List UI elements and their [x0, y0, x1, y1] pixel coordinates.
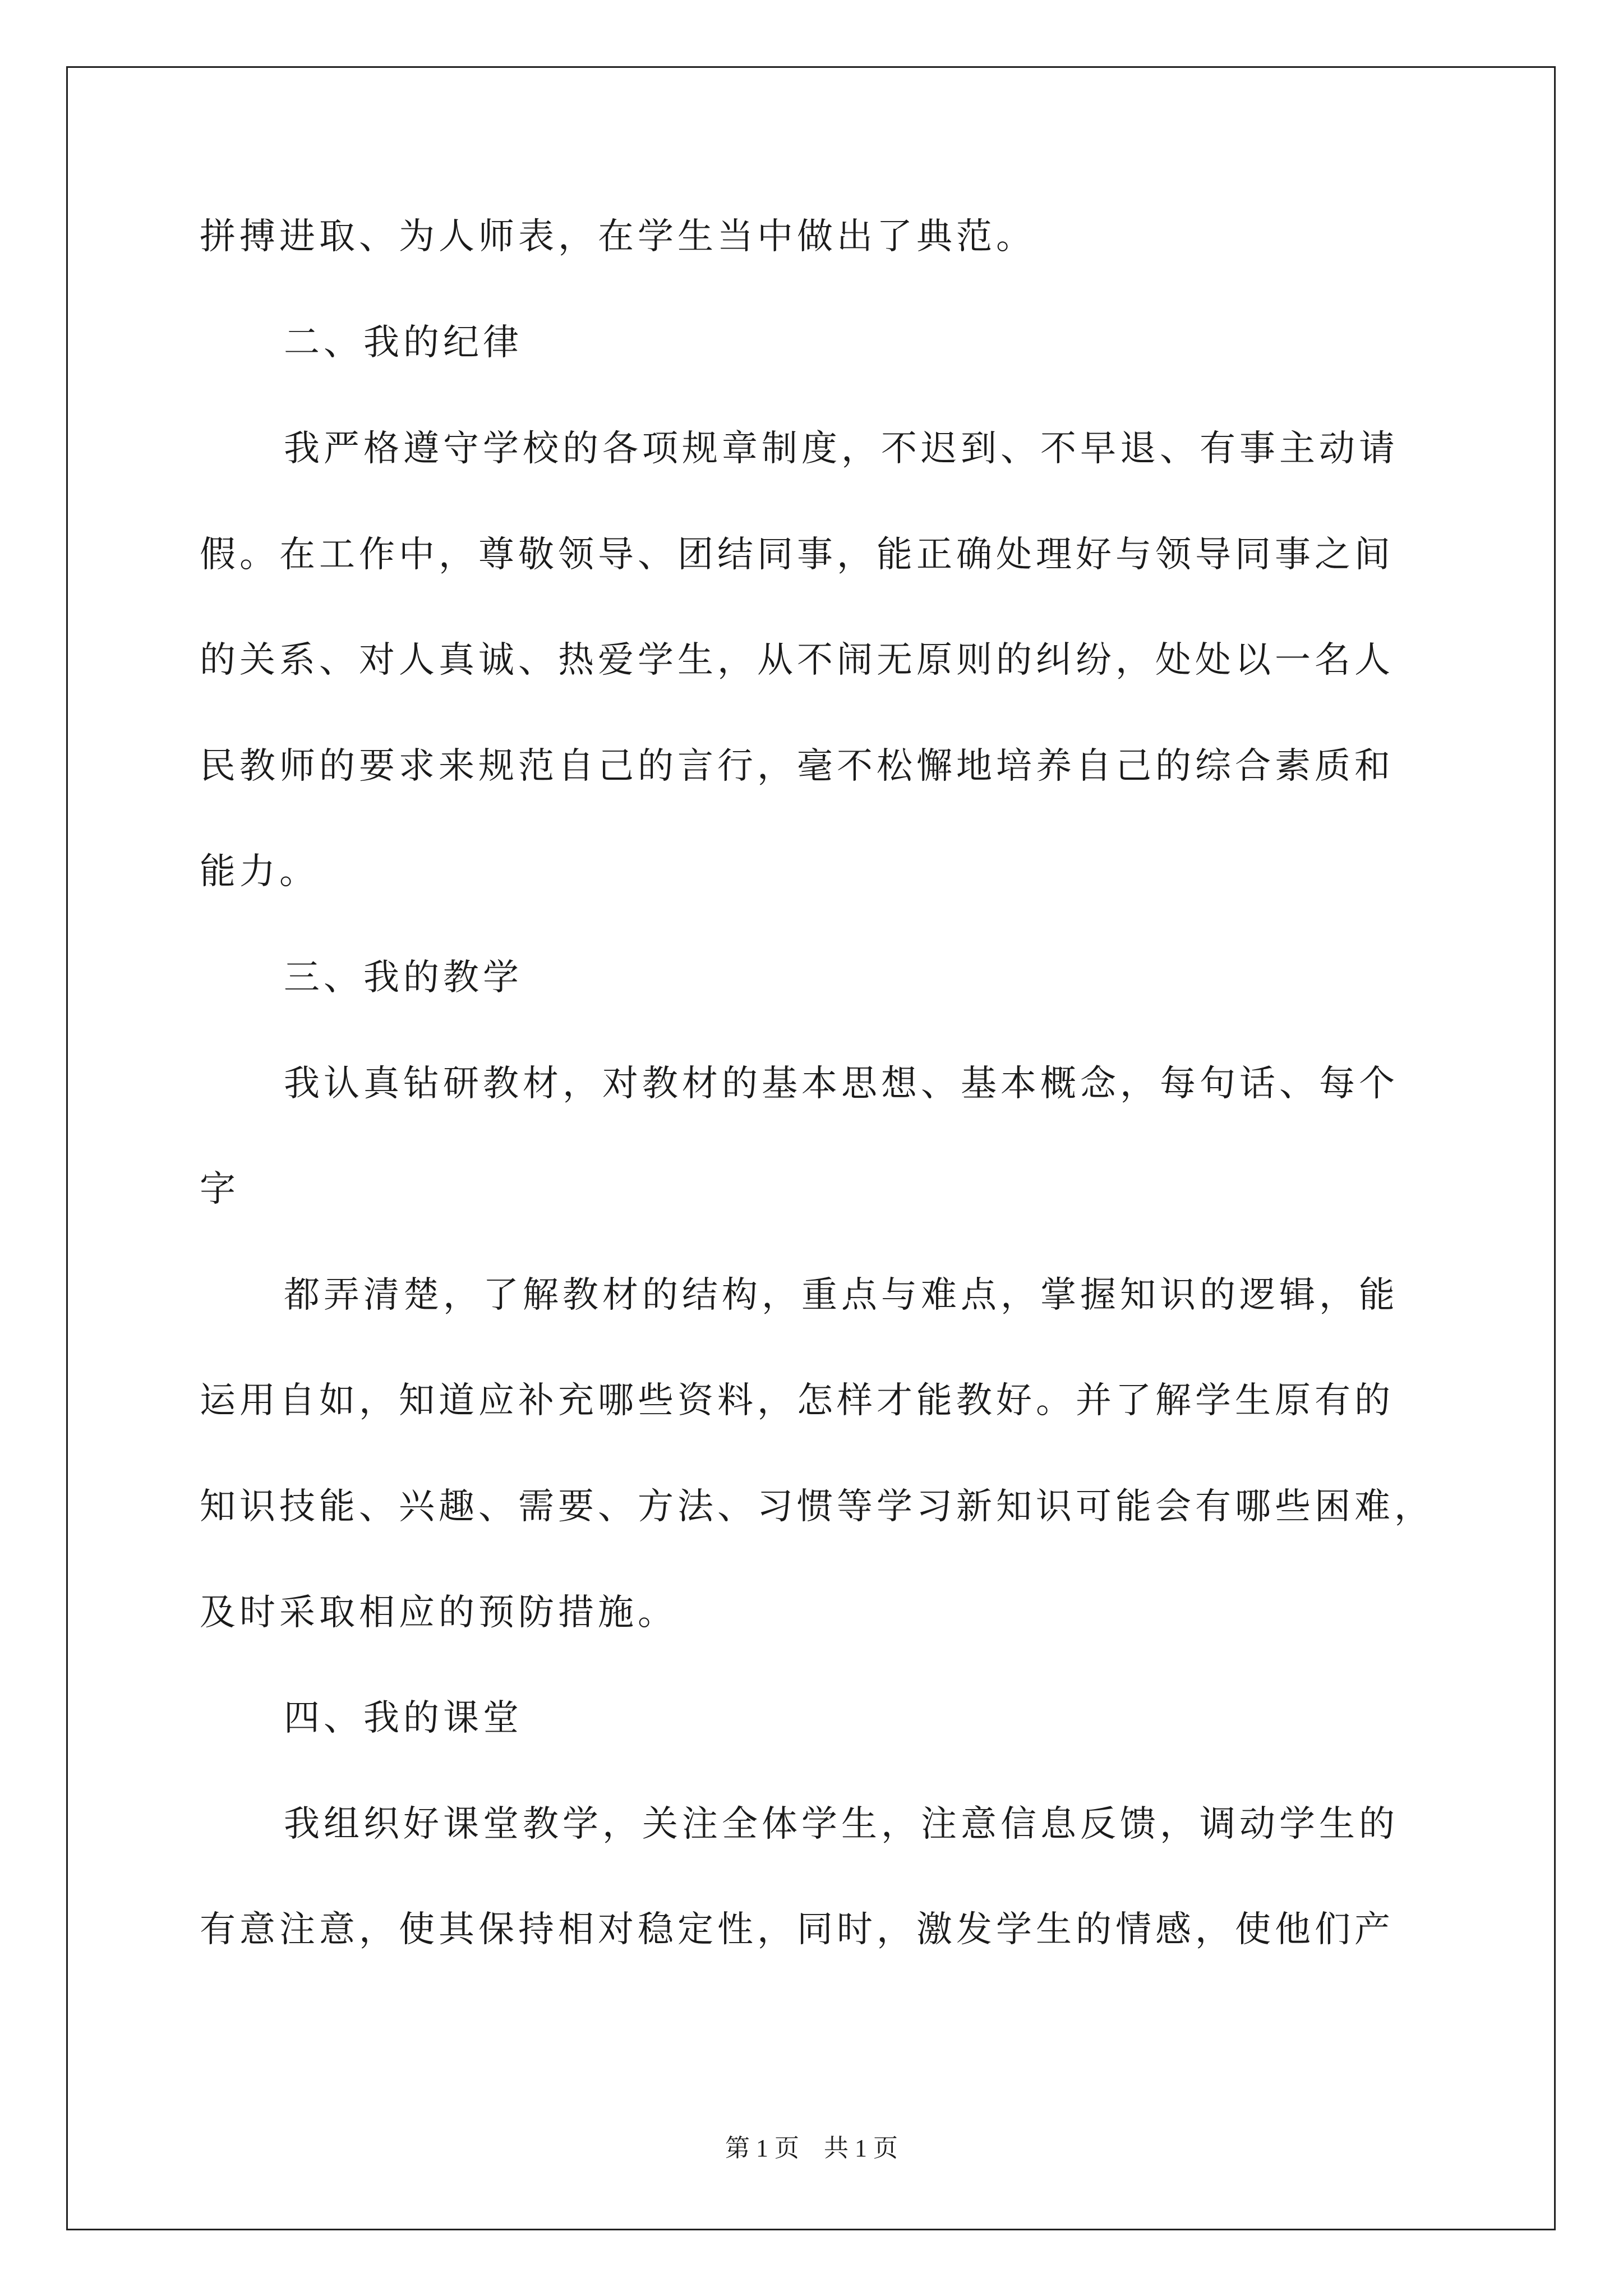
body-line: 能力。: [200, 851, 319, 892]
body-line: 都弄清楚，了解教材的结构，重点与难点，掌握知识的逻辑，能: [284, 1274, 1399, 1316]
page-border: [66, 66, 1556, 2230]
body-line: 的关系、对人真诚、热爱学生，从不闹无原则的纠纷，处处以一名人: [200, 639, 1394, 681]
body-line: 及时采取相应的预防措施。: [200, 1592, 677, 1634]
body-line: 知识技能、兴趣、需要、方法、习惯等学习新知识可能会有哪些困难，: [200, 1486, 1434, 1527]
body-line: 民教师的要求来规范自己的言行，毫不松懈地培养自己的综合素质和: [200, 746, 1394, 787]
body-line: 字: [200, 1168, 239, 1210]
body-line: 假。在工作中，尊敬领导、团结同事，能正确处理好与领导同事之间: [200, 534, 1394, 576]
body-line: 运用自如，知道应补充哪些资料，怎样才能教好。并了解学生原有的: [200, 1380, 1394, 1421]
body-line: 我组织好课堂教学，关注全体学生，注意信息反馈，调动学生的: [284, 1803, 1399, 1845]
section-heading-teaching: 三、我的教学: [284, 957, 523, 999]
body-line: 拼搏进取、为人师表，在学生当中做出了典范。: [200, 216, 1036, 257]
page-number-footer: 第 1 页 共 1 页: [725, 2134, 898, 2162]
section-heading-classroom: 四、我的课堂: [284, 1697, 523, 1739]
body-line: 我严格遵守学校的各项规章制度，不迟到、不早退、有事主动请: [284, 428, 1399, 470]
body-line: 有意注意，使其保持相对稳定性，同时，激发学生的情感，使他们产: [200, 1909, 1394, 1950]
body-line: 我认真钻研教材，对教材的基本思想、基本概念，每句话、每个: [284, 1063, 1399, 1105]
section-heading-discipline: 二、我的纪律: [284, 322, 523, 364]
